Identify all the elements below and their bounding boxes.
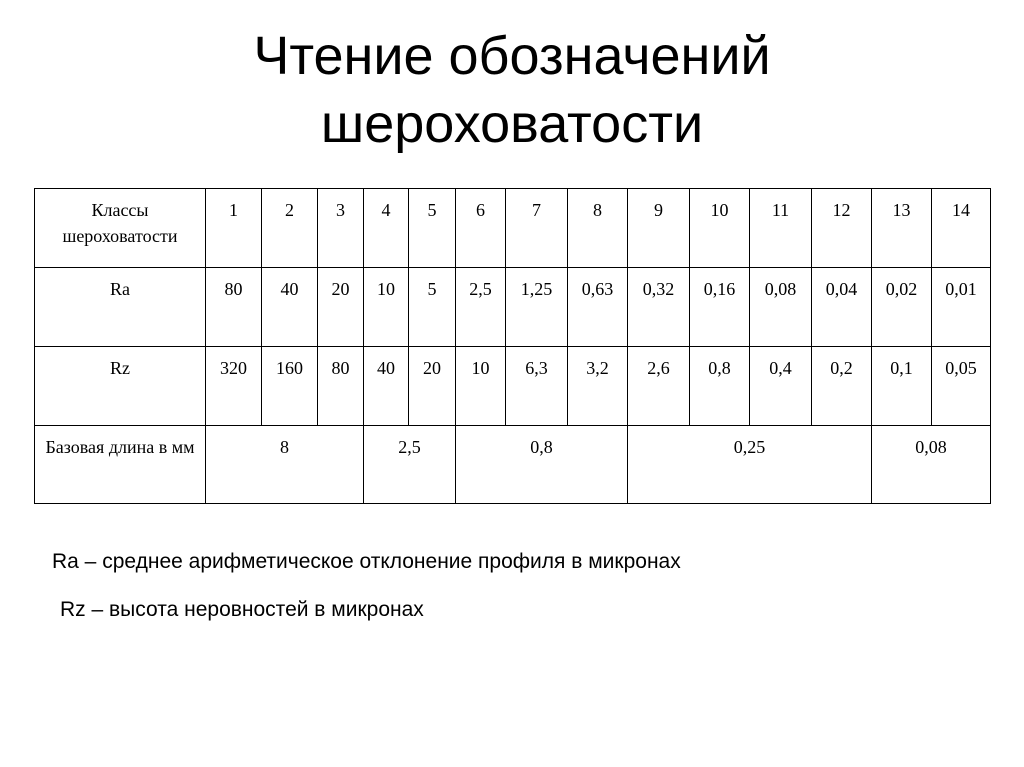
table-cell: 13: [872, 189, 932, 268]
table-cell: 7: [506, 189, 568, 268]
table-cell: 80: [318, 347, 364, 426]
table-cell: 0,01: [932, 268, 991, 347]
table-cell: 11: [750, 189, 812, 268]
table-cell: 10: [364, 268, 409, 347]
table-cell: 2,5: [456, 268, 506, 347]
note-ra-definition: Ra – среднее арифметическое отклонение профиля в микронах: [52, 550, 681, 573]
table-cell: 4: [364, 189, 409, 268]
table-cell: 0,02: [872, 268, 932, 347]
table-row-rz: [35, 347, 991, 426]
table-cell: 40: [262, 268, 318, 347]
table-cell: 0,32: [628, 268, 690, 347]
table-cell: 160: [262, 347, 318, 426]
table-cell: 8: [206, 426, 364, 504]
table-cell: 8: [568, 189, 628, 268]
table-cell: 9: [628, 189, 690, 268]
slide-title-line-1: Чтение обозначений: [253, 26, 771, 86]
slide-title-line-2: шероховатости: [320, 94, 704, 154]
table-cell: 320: [206, 347, 262, 426]
table-cell: 10: [456, 347, 506, 426]
table-cell: 3: [318, 189, 364, 268]
row-header-base-length: Базовая длина в мм: [35, 426, 206, 504]
table-cell: 1,25: [506, 268, 568, 347]
note-rz-definition: Rz – высота неровностей в микронах: [60, 598, 424, 621]
table-cell: 0,16: [690, 268, 750, 347]
table-row-classes: [35, 189, 991, 268]
table-cell: 1: [206, 189, 262, 268]
table-cell: 0,05: [932, 347, 991, 426]
table-cell: 20: [409, 347, 456, 426]
row-header-ra: Ra: [35, 268, 206, 347]
table-cell: 0,4: [750, 347, 812, 426]
table-cell: 6,3: [506, 347, 568, 426]
table-cell: 0,08: [750, 268, 812, 347]
table-cell: 2,6: [628, 347, 690, 426]
table-row-base-length: [35, 426, 991, 504]
table-cell: 40: [364, 347, 409, 426]
roughness-table: [34, 188, 991, 504]
table-cell: 12: [812, 189, 872, 268]
table-cell: 14: [932, 189, 991, 268]
row-header-classes: Классы шероховатости: [35, 189, 206, 268]
table-cell: 0,1: [872, 347, 932, 426]
table-cell: 5: [409, 189, 456, 268]
table-cell: 2,5: [364, 426, 456, 504]
table-cell: 0,04: [812, 268, 872, 347]
table-cell: 5: [409, 268, 456, 347]
table-cell: 20: [318, 268, 364, 347]
table-cell: 0,8: [690, 347, 750, 426]
row-header-rz: Rz: [35, 347, 206, 426]
table-cell: 2: [262, 189, 318, 268]
table-cell: 0,63: [568, 268, 628, 347]
table-cell: 0,25: [628, 426, 872, 504]
table-cell: 10: [690, 189, 750, 268]
table-cell: 6: [456, 189, 506, 268]
table-cell: 80: [206, 268, 262, 347]
table-cell: 0,2: [812, 347, 872, 426]
table-cell: 0,08: [872, 426, 991, 504]
slide-title: [0, 22, 1024, 158]
table-cell: 0,8: [456, 426, 628, 504]
table-row-ra: [35, 268, 991, 347]
table-cell: 3,2: [568, 347, 628, 426]
